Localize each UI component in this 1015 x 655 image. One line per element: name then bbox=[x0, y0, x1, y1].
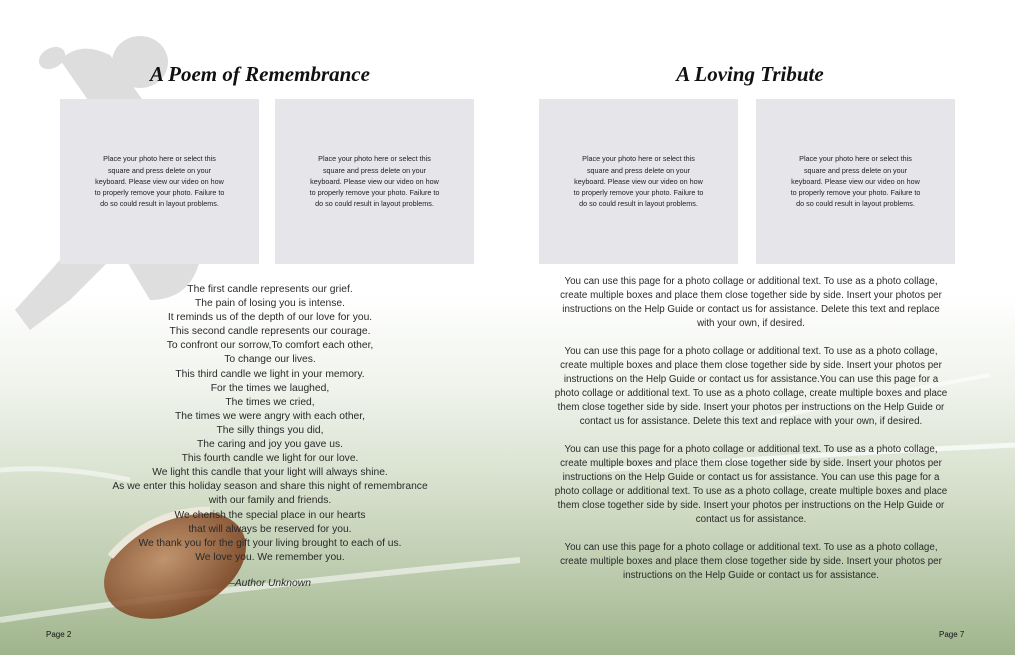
poem-line: The silly things you did, bbox=[216, 424, 324, 436]
poem-line: that will always be reserved for you. bbox=[188, 523, 352, 535]
poem-line: We light this candle that your light will always shine. bbox=[152, 467, 388, 479]
tribute-paragraph: You can use this page for a photo collage or additional text. To use as a photo collage, create multiple boxes and place them close together side by side. Insert your photos per instructions on the Help Guide or contact us for assistance. bbox=[560, 542, 942, 581]
poem-line: As we enter this holiday season and share this night of remembrance bbox=[112, 481, 428, 493]
poem-author: –Author Unknown bbox=[229, 578, 311, 589]
poem-line: For the times we laughed, bbox=[210, 382, 330, 394]
poem-line: It reminds us of the depth of our love for you. bbox=[167, 312, 373, 324]
tribute-paragraph: You can use this page for a photo collage or additional text. To use as a photo collage, create multiple boxes and place them close together side by side. Insert your photos per instructions on the Help Guide or contact us for assistance. Delete this text and replace with your own, if desired. bbox=[560, 276, 942, 329]
poem-line: This third candle we light in your memory. bbox=[175, 368, 365, 380]
poem-text[interactable] bbox=[100, 283, 440, 565]
photo-placeholder[interactable] bbox=[756, 99, 955, 264]
photo-placeholder-text: Place your photo here or select this square and press delete on your keyboard. Please view our video on how to properly remove your photo. Failure to do so could result in layout problems. bbox=[790, 154, 921, 209]
poem-line: The times we were angry with each other, bbox=[174, 410, 365, 422]
page-number-left: Page 2 bbox=[46, 630, 72, 639]
poem-line: We love you. We remember you. bbox=[195, 551, 345, 563]
photo-placeholder[interactable] bbox=[60, 99, 259, 264]
tribute-paragraph: You can use this page for a photo collage or additional text. To use as a photo collage, create multiple boxes and place them close together side by side. Insert your photos per instructions on the Help Guide or contact us for assistance.You can use this page for a photo collage or additional text. To use as a photo collage, create multiple boxes and place them close together side by side. Insert your photos per instructions on the Help Guide or contact us for assistance. Delete this text and replace with your own, if desired. bbox=[554, 346, 948, 427]
tribute-text[interactable] bbox=[553, 275, 949, 597]
right-page-title: A Loving Tribute bbox=[676, 62, 824, 86]
photo-placeholder-text: Place your photo here or select this square and press delete on your keyboard. Please view our video on how to properly remove your photo. Failure to do so could result in layout problems. bbox=[94, 154, 225, 209]
poem-line: We thank you for the gift your living brought to each of us. bbox=[138, 537, 402, 549]
poem-line: This second candle represents our courage. bbox=[169, 326, 371, 338]
photo-placeholder-text: Place your photo here or select this square and press delete on your keyboard. Please view our video on how to properly remove your photo. Failure to do so could result in layout problems. bbox=[573, 154, 704, 209]
poem-line: The pain of losing you is intense. bbox=[195, 298, 345, 310]
poem-line: The first candle represents our grief. bbox=[187, 284, 353, 295]
poem-line: The times we cried, bbox=[225, 396, 315, 408]
left-page-title: A Poem of Remembrance bbox=[150, 62, 370, 86]
poem-line: with our family and friends. bbox=[208, 495, 332, 507]
tribute-paragraph: You can use this page for a photo collage or additional text. To use as a photo collage, create multiple boxes and place them close together side by side. Insert your photos per instructions on the Help Guide or contact us for assistance. You can use this page for a photo collage or additional text. To use as a photo collage, create multiple boxes and place them close together side by side. Insert your photos per instructions on the Help Guide or contact us for assistance. bbox=[554, 444, 948, 525]
photo-placeholder-text: Place your photo here or select this square and press delete on your keyboard. Please view our video on how to properly remove your photo. Failure to do so could result in layout problems. bbox=[309, 154, 440, 209]
page-number-right: Page 7 bbox=[939, 630, 965, 639]
poem-line: To change our lives. bbox=[224, 354, 316, 366]
poem-line: The caring and joy you gave us. bbox=[197, 439, 343, 451]
poem-line: To confront our sorrow,To comfort each other, bbox=[166, 340, 374, 352]
photo-placeholder[interactable] bbox=[275, 99, 474, 264]
poem-line: This fourth candle we light for our love. bbox=[181, 453, 359, 465]
poem-line: We cherish the special place in our hearts bbox=[174, 509, 366, 521]
photo-placeholder[interactable] bbox=[539, 99, 738, 264]
